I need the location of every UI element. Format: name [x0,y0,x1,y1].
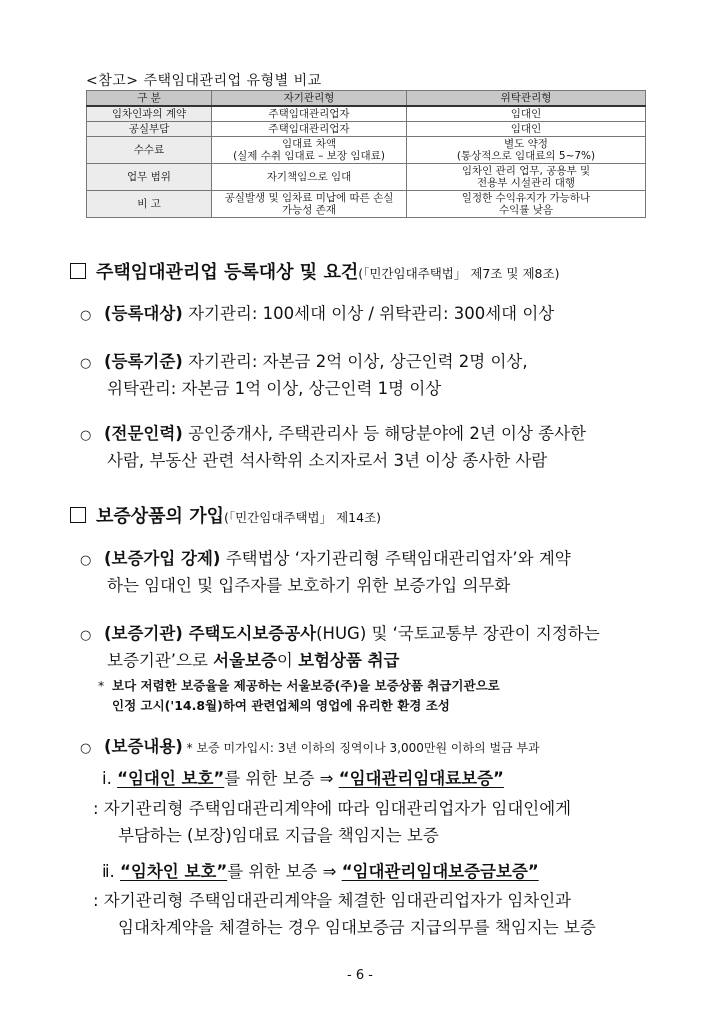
note-line [98,676,500,694]
table-row-label: 업무 범위 [87,164,212,191]
table-cell [212,191,407,218]
bullet-continuation: 사람, 부동산 관련 석사학위 소지자로서 3년 이상 종사한 사람 [107,451,548,470]
sub-item-product: “임대관리임대보증금보증” [341,862,539,881]
section-2-heading [70,502,381,528]
cell-text: 전용부 시설관리 대행 [477,177,575,189]
section-1-ref: (「민간임대주택법」 제7조 및 제8조) [358,266,560,281]
table-header: 자기관리형 [212,91,407,107]
bullet-continuation [107,647,399,671]
section-1-heading [70,258,559,284]
table-cell [407,106,646,122]
sub-item-desc: 부담하는 (보장)임대료 지급을 책임지는 보증 [118,826,439,845]
reference-title: <참고> 주택임대관리업 유형별 비교 [86,73,322,89]
cell-text: 공실발생 및 임차료 미납에 따른 손실 [224,192,394,204]
asterisk-icon: * [186,741,193,755]
roman-numeral: ⅱ. [102,862,115,881]
bullet-head: (보증내용) [104,737,183,756]
cell-text: 자기책임으로 임대 [266,171,352,183]
bullet-continuation: 위탁관리: 자본금 1억 이상, 상근인력 1명 이상 [107,379,442,398]
table-cell [212,122,407,137]
sub-item-text: 를 위한 보증 ⇒ [224,769,339,788]
sub-item-desc: 임대차계약을 체결하는 경우 임대보증금 지급의무를 책임지는 보증 [118,918,596,937]
cell-text: (통상적으로 임대료의 5~7%) [456,150,596,162]
text-bold: 보험상품 취급 [298,651,400,670]
section-1-title: 주택임대관리업 등록대상 및 요건 [96,262,359,283]
sub-item-keyword: “임차인 보호” [120,862,228,881]
circle-bullet-icon: ○ [80,553,92,568]
table-cell [212,106,407,122]
bullet-text: 공인중개사, 주택관리사 등 해당분야에 2년 이상 종사한 [182,424,586,443]
cell-text: 주택임대관리업자 [268,108,350,120]
table-header-row [87,91,646,107]
sub-item-desc: : 자기관리형 주택임대관리계약에 따라 임대관리업자가 임대인에게 [93,799,572,818]
cell-text: 임차인 관리 업무, 공용부 및 [461,165,591,177]
table-cell [407,164,646,191]
bullet-text: 자기관리: 100세대 이상 / 위탁관리: 300세대 이상 [182,304,555,323]
sub-item-desc: : 자기관리형 주택임대관리계약을 체결한 임대관리업자가 임차인과 [93,891,572,910]
bullet-registration-criteria [80,348,528,372]
text-span: 보증기관’으로 [107,651,214,670]
bullet-mandatory-guarantee [80,545,571,569]
cell-text: 일정한 수익유지가 가능하나 [461,192,591,204]
cell-text: 가능성 존재 [281,204,337,216]
cell-text: 주택임대관리업자 [268,123,350,135]
note-text: 보다 저렴한 보증율을 제공하는 서울보증(주)을 보증상품 취급기관으로 [112,678,500,693]
table-cell [407,191,646,218]
bullet-guarantee-content [80,733,540,757]
table-row [87,137,646,164]
table-cell [212,164,407,191]
comparison-table [86,90,646,218]
sub-item-ii [102,858,539,882]
sub-item-i [102,765,504,789]
bullet-head: (보증가입 강제) [104,549,221,568]
table-row [87,122,646,137]
page-number: - 6 - [347,968,373,983]
bullet-registration-target [80,300,554,324]
table-row [87,106,646,122]
bullet-head: (보증기관) [104,624,183,643]
sub-item-text: 를 위한 보증 ⇒ [227,862,342,881]
table-cell [407,137,646,164]
table-row-label: 비 고 [87,191,212,218]
circle-bullet-icon: ○ [80,356,92,371]
asterisk-icon: * [98,678,105,693]
table-row-label: 공실부담 [87,122,212,137]
cell-text: 임대료 차액 [281,138,337,150]
bullet-bold: 주택도시보증공사 [182,624,317,643]
bullet-head: (등록기준) [104,352,183,371]
text-span: 이 [276,651,299,670]
bullet-professionals [80,420,586,444]
table-row [87,164,646,191]
circle-bullet-icon: ○ [80,428,92,443]
bullet-text: (HUG) 및 ‘국토교통부 장관이 지정하는 [316,624,600,643]
sub-item-product: “임대관리임대료보증” [338,769,504,788]
table-cell [212,137,407,164]
note-line: 인정 고시('14.8월)하여 관련업체의 영업에 유리한 환경 조성 [112,698,450,713]
sub-item-keyword: “임대인 보호” [117,769,225,788]
table-row-label: 임차인과의 계약 [87,106,212,122]
text-bold: 서울보증 [213,651,277,670]
table-header: 위탁관리형 [407,91,646,107]
table-cell [407,122,646,137]
section-2-title: 보증상품의 가입 [96,506,224,527]
cell-text: 임대인 [510,123,542,135]
bullet-continuation: 하는 임대인 및 입주자를 보호하기 위한 보증가입 의무화 [107,576,511,595]
roman-numeral: ⅰ. [102,769,112,788]
bullet-text: 자기관리: 자본금 2억 이상, 상근인력 2명 이상, [182,352,528,371]
table-header: 구 분 [87,91,212,107]
table-row [87,191,646,218]
bullet-text: 주택법상 ‘자기관리형 주택임대관리업자’와 계약 [220,549,571,568]
penalty-note: 보증 미가입시: 3년 이하의 징역이나 3,000만원 이하의 벌금 부과 [192,741,540,755]
cell-text: 별도 약정 [504,138,548,150]
circle-bullet-icon: ○ [80,628,92,643]
bullet-guarantee-institution [80,620,600,644]
circle-bullet-icon: ○ [80,741,92,756]
section-2-ref: (「민간임대주택법」 제14조) [223,510,382,525]
cell-text: (실제 수취 임대료 – 보장 임대료) [233,150,385,162]
cell-text: 수익률 낮음 [498,204,554,216]
bullet-head: (등록대상) [104,304,183,323]
circle-bullet-icon: ○ [80,308,92,323]
cell-text: 임대인 [510,108,542,120]
checkbox-square-icon [70,507,86,523]
bullet-head: (전문인력) [104,424,183,443]
checkbox-square-icon [70,263,86,279]
table-row-label: 수수료 [87,137,212,164]
